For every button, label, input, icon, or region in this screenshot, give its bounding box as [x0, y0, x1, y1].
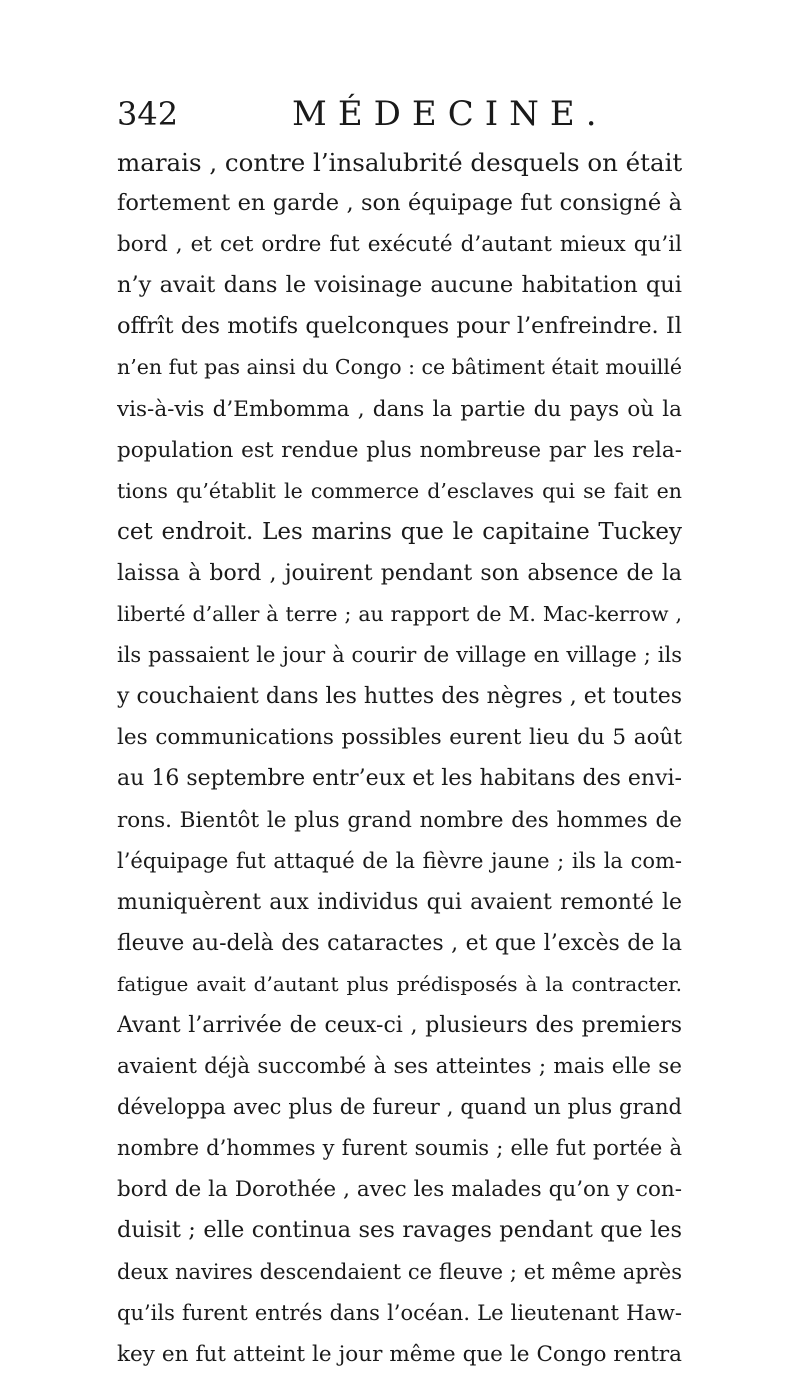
text-line: key en fut atteint le jour même que le Congo rentra: [117, 1341, 682, 1367]
text-line: nombre d’hommes y furent soumis ; elle fut portée à: [117, 1136, 682, 1161]
text-line: muniquèrent aux individus qui avaient remonté le: [117, 889, 682, 915]
text-line: avaient déjà succombé à ses atteintes ; mais elle se: [117, 1054, 682, 1080]
text-line: bord , et cet ordre fut exécuté d’autant mieux qu’il: [117, 232, 682, 258]
text-line: deux navires descendaient ce fleuve ; et même après: [117, 1259, 682, 1284]
text-line: duisit ; elle continua ses ravages pendant que les: [117, 1217, 682, 1244]
page-header: [117, 92, 677, 136]
text-line: bord de la Dorothée , avec les malades qu’on y con-: [117, 1177, 682, 1203]
text-line: ils passaient le jour à courir de village en village ; ils: [117, 643, 682, 668]
text-line: fleuve au-delà des cataractes , et que l’excès de la: [117, 930, 682, 956]
text-line: rons. Bientôt le plus grand nombre des hommes de: [117, 807, 682, 833]
text-line: liberté d’aller à terre ; au rapport de M. Mac-kerrow ,: [117, 602, 682, 627]
body-text: [117, 142, 682, 1375]
page-number: 342: [117, 95, 179, 133]
text-line: développa avec plus de fureur , quand un plus grand: [117, 1095, 682, 1120]
text-line: l’équipage fut attaqué de la fièvre jaune ; ils la com-: [117, 848, 682, 873]
text-line: offrît des motifs quelconques pour l’enfreindre. Il: [117, 313, 682, 340]
text-line: qu’ils furent entrés dans l’océan. Le lieutenant Haw-: [117, 1300, 682, 1325]
text-line: population est rendue plus nombreuse par les rela-: [117, 437, 682, 463]
text-line: fatigue avait d’autant plus prédisposés à la contracter.: [117, 971, 682, 996]
text-line: cet endroit. Les marins que le capitaine Tuckey: [117, 518, 682, 545]
text-line: fortement en garde , son équipage fut consigné à: [117, 190, 682, 217]
text-line: Avant l’arrivée de ceux-ci , plusieurs des premiers: [117, 1012, 682, 1038]
text-line: marais , contre l’insalubrité desquels on était: [117, 148, 682, 177]
text-line: au 16 septembre entr’eux et les habitans des envi-: [117, 766, 682, 792]
text-line: y couchaient dans les huttes des nègres , et toutes: [117, 684, 682, 710]
text-line: tions qu’établit le commerce d’esclaves qui se fait en: [117, 478, 682, 503]
text-line: vis-à-vis d’Embomma , dans la partie du pays où la: [117, 396, 682, 422]
text-line: les communications possibles eurent lieu du 5 août: [117, 725, 682, 751]
text-line: n’en fut pas ainsi du Congo : ce bâtiment était mouillé: [117, 355, 682, 380]
text-line: n’y avait dans le voisinage aucune habitation qui: [117, 272, 682, 299]
running-head: MÉDECINE.: [292, 94, 608, 134]
text-line: laissa à bord , jouirent pendant son absence de la: [117, 560, 682, 586]
